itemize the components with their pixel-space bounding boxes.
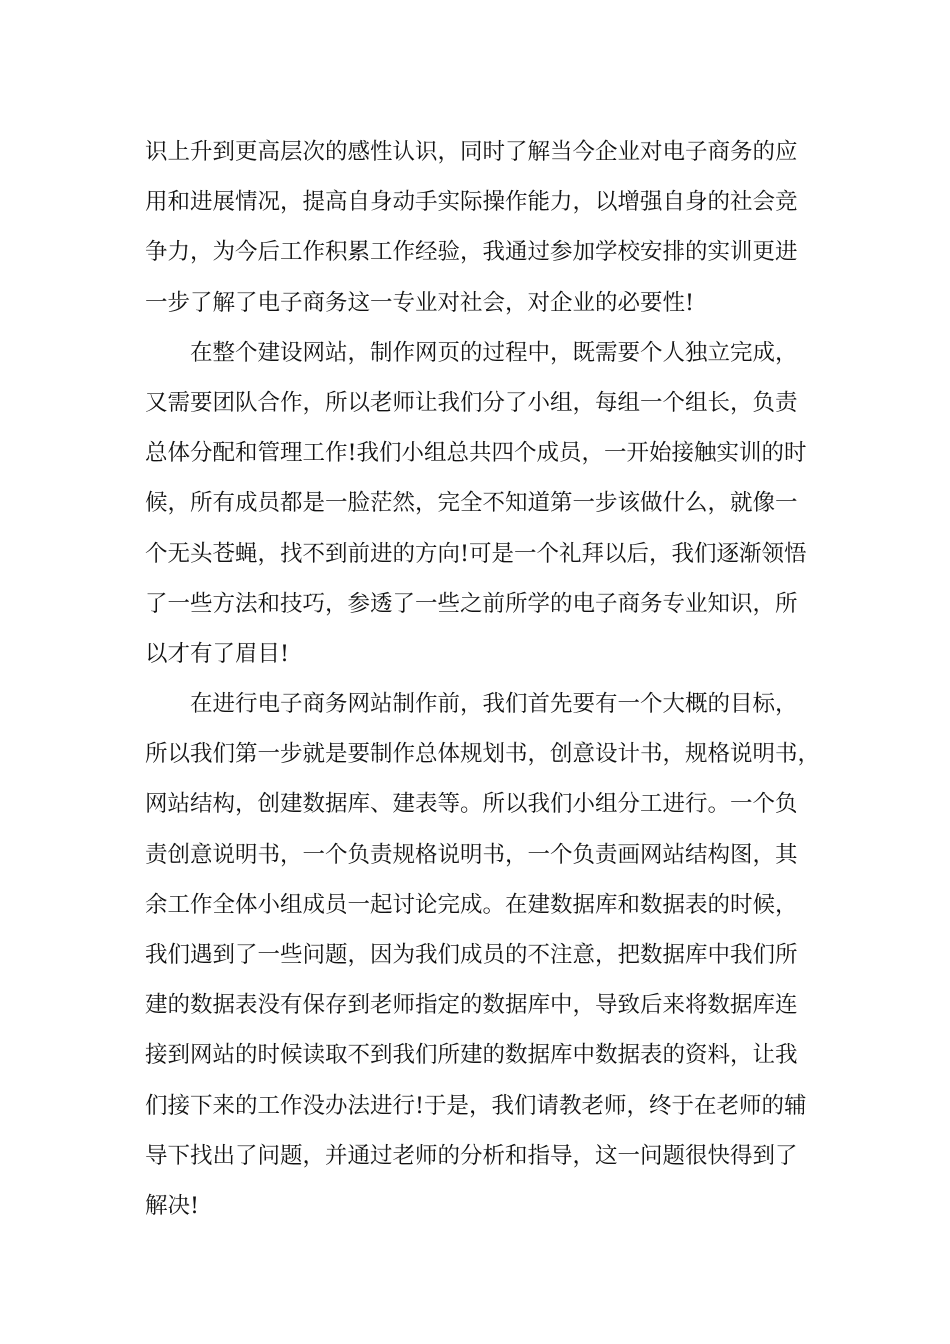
text-line: 网站结构，创建数据库、建表等。所以我们小组分工进行。一个负 [145, 791, 798, 818]
text-line: 又需要团队合作，所以老师让我们分了小组，每组一个组长，负责 [145, 389, 798, 416]
text-line: 责创意说明书，一个负责规格说明书，一个负责画网站结构图，其 [145, 841, 798, 868]
paragraph-first-line: 在进行电子商务网站制作前，我们首先要有一个大概的目标， [190, 691, 798, 718]
text-line: 一步了解了电子商务这一专业对社会，对企业的必要性! [145, 289, 695, 316]
text-line: 用和进展情况，提高自身动手实际操作能力，以增强自身的社会竞 [145, 189, 798, 216]
text-line: 候，所有成员都是一脸茫然，完全不知道第一步该做什么，就像一 [145, 490, 798, 517]
paragraph-first-line: 在整个建设网站，制作网页的过程中，既需要个人独立完成， [190, 339, 798, 366]
text-line: 总体分配和管理工作!我们小组总共四个成员，一开始接触实训的时 [145, 440, 807, 467]
text-line: 所以我们第一步就是要制作总体规划书，创意设计书，规格说明书， [145, 741, 821, 768]
text-line: 导下找出了问题，并通过老师的分析和指导，这一问题很快得到了 [145, 1142, 798, 1169]
text-line: 解决! [145, 1192, 200, 1219]
text-line: 们接下来的工作没办法进行!于是，我们请教老师，终于在老师的辅 [145, 1092, 807, 1119]
text-line: 接到网站的时候读取不到我们所建的数据库中数据表的资料，让我 [145, 1042, 798, 1069]
text-line: 我们遇到了一些问题，因为我们成员的不注意，把数据库中我们所 [145, 942, 798, 968]
document-body [145, 127, 821, 1231]
text-line: 以才有了眉目! [145, 640, 290, 667]
text-line: 识上升到更高层次的感性认识，同时了解当今企业对电子商务的应 [145, 139, 798, 165]
text-line: 了一些方法和技巧，参透了一些之前所学的电子商务专业知识，所 [145, 590, 798, 617]
text-line: 余工作全体小组成员一起讨论完成。在建数据库和数据表的时候， [145, 891, 798, 918]
text-line: 个无头苍蝇，找不到前进的方向!可是一个礼拜以后，我们逐渐领悟 [145, 540, 807, 567]
text-line: 争力，为今后工作积累工作经验，我通过参加学校安排的实训更进 [145, 239, 798, 266]
text-line: 建的数据表没有保存到老师指定的数据库中，导致后来将数据库连 [145, 992, 798, 1019]
